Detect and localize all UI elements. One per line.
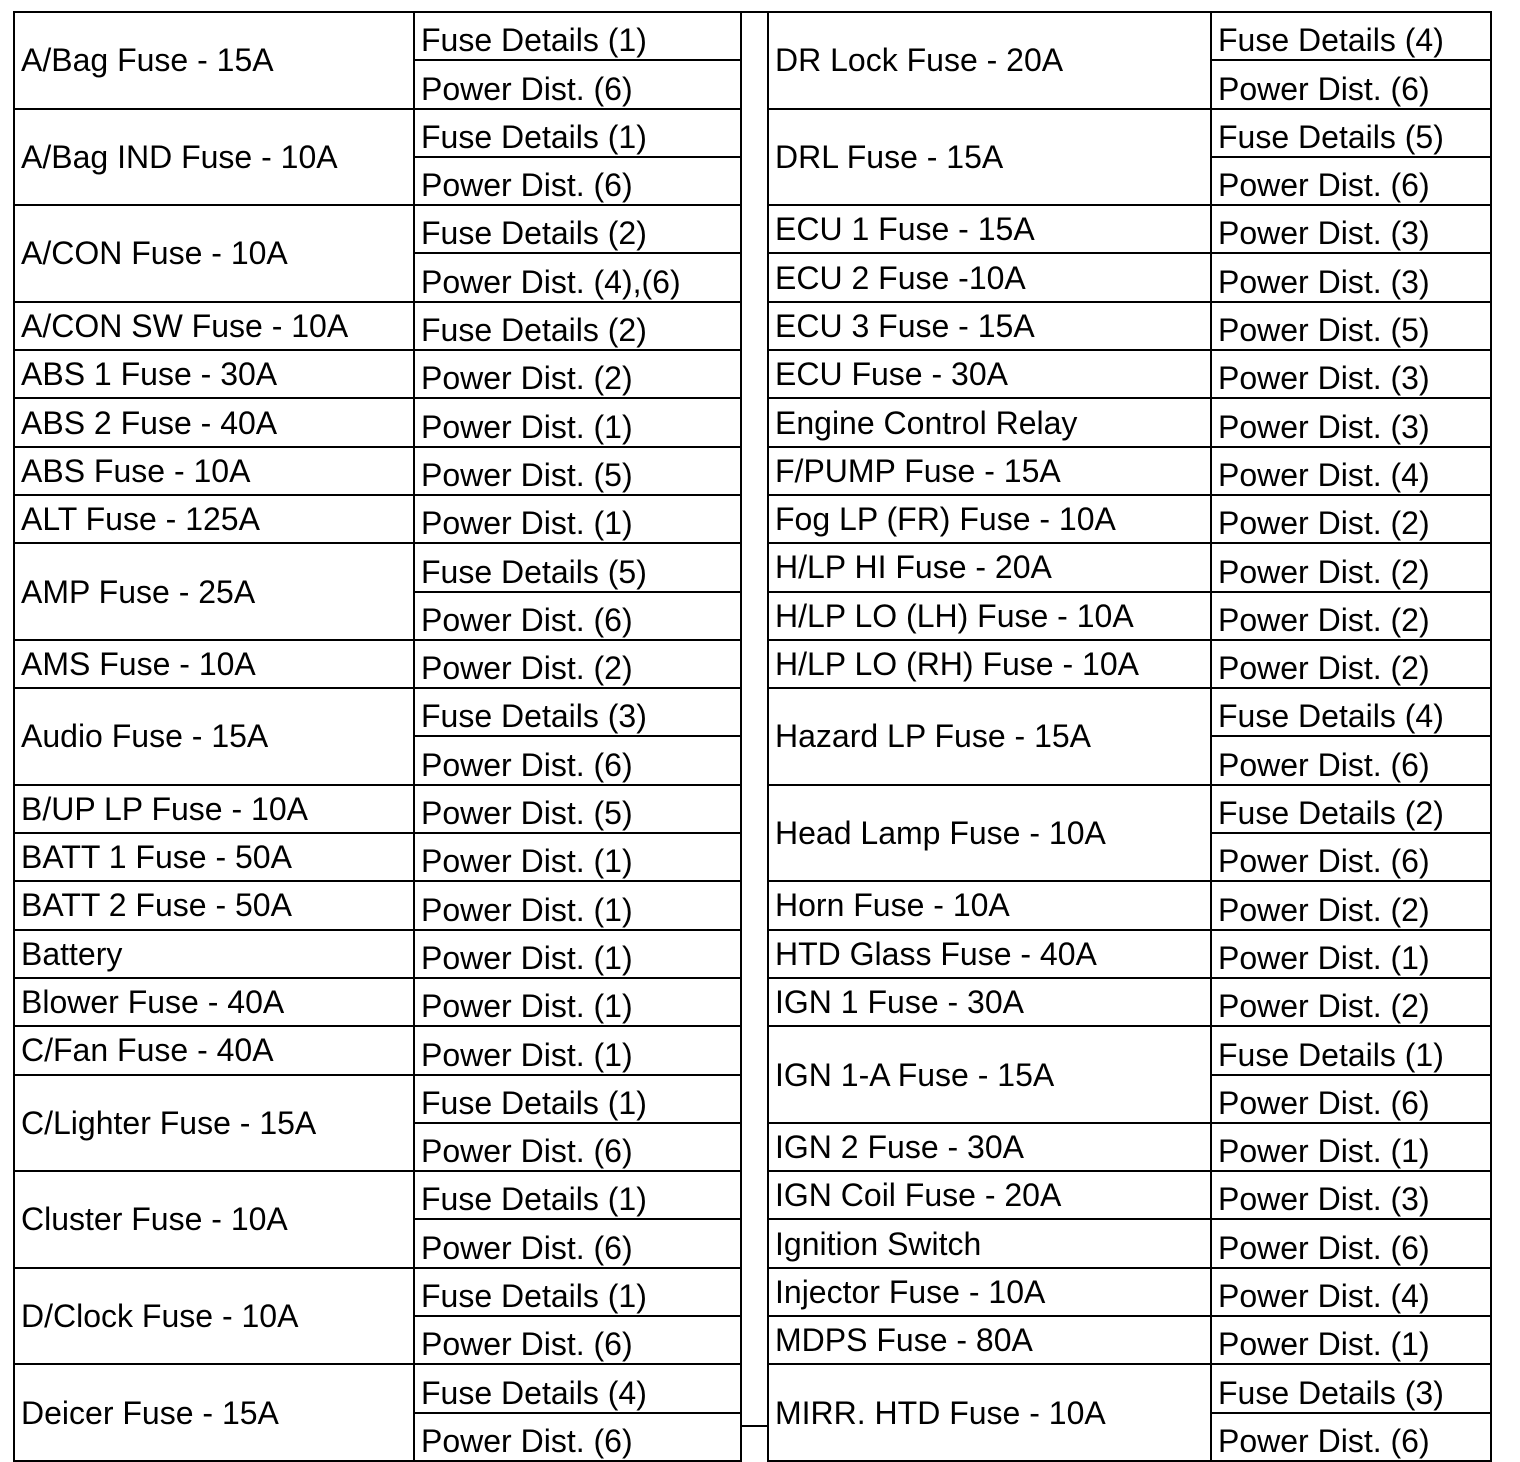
fuse-reference-cell: Power Dist. (3) bbox=[1211, 1171, 1491, 1219]
fuse-row bbox=[768, 1171, 1491, 1219]
fuse-reference-cell: Fuse Details (1) bbox=[414, 1171, 741, 1219]
fuse-name-cell: MDPS Fuse - 80A bbox=[768, 1316, 1211, 1364]
fuse-reference-cell: Power Dist. (5) bbox=[414, 447, 741, 495]
fuse-reference-cell: Power Dist. (5) bbox=[1211, 302, 1491, 350]
fuse-row bbox=[768, 1316, 1491, 1364]
fuse-row bbox=[14, 1026, 741, 1074]
fuse-name-cell: ABS 2 Fuse - 40A bbox=[14, 398, 414, 446]
fuse-row bbox=[768, 398, 1491, 446]
fuse-row bbox=[14, 785, 741, 833]
fuse-reference-cell: Power Dist. (6) bbox=[414, 1316, 741, 1364]
fuse-reference-cell: Power Dist. (1) bbox=[414, 881, 741, 929]
fuse-row bbox=[14, 1268, 741, 1316]
fuse-reference-cell: Fuse Details (1) bbox=[414, 109, 741, 157]
fuse-row bbox=[14, 109, 741, 157]
fuse-reference-cell: Power Dist. (2) bbox=[1211, 592, 1491, 640]
fuse-reference-cell: Power Dist. (6) bbox=[1211, 157, 1491, 205]
fuse-row bbox=[768, 640, 1491, 688]
fuse-name-cell: BATT 2 Fuse - 50A bbox=[14, 881, 414, 929]
fuse-reference-cell: Power Dist. (1) bbox=[414, 930, 741, 978]
fuse-row bbox=[14, 978, 741, 1026]
fuse-reference-cell: Power Dist. (1) bbox=[414, 495, 741, 543]
fuse-reference-cell: Power Dist. (6) bbox=[414, 1219, 741, 1267]
fuse-name-cell: HTD Glass Fuse - 40A bbox=[768, 930, 1211, 978]
fuse-name-cell: Cluster Fuse - 10A bbox=[14, 1171, 414, 1268]
fuse-row bbox=[768, 688, 1491, 736]
fuse-index-right-body bbox=[768, 12, 1491, 1461]
fuse-row bbox=[14, 930, 741, 978]
fuse-row bbox=[14, 881, 741, 929]
fuse-row bbox=[768, 302, 1491, 350]
fuse-name-cell: ECU Fuse - 30A bbox=[768, 350, 1211, 398]
fuse-reference-cell: Power Dist. (2) bbox=[1211, 495, 1491, 543]
fuse-reference-cell: Power Dist. (6) bbox=[1211, 1219, 1491, 1267]
fuse-reference-cell: Power Dist. (6) bbox=[414, 1123, 741, 1171]
fuse-name-cell: C/Lighter Fuse - 15A bbox=[14, 1075, 414, 1172]
fuse-row bbox=[768, 447, 1491, 495]
fuse-name-cell: A/CON Fuse - 10A bbox=[14, 205, 414, 302]
fuse-name-cell: Blower Fuse - 40A bbox=[14, 978, 414, 1026]
fuse-name-cell: ABS 1 Fuse - 30A bbox=[14, 350, 414, 398]
fuse-reference-cell: Power Dist. (6) bbox=[414, 592, 741, 640]
fuse-row bbox=[768, 1123, 1491, 1171]
fuse-row bbox=[768, 1026, 1491, 1074]
fuse-reference-cell: Power Dist. (3) bbox=[1211, 205, 1491, 253]
fuse-reference-cell: Power Dist. (3) bbox=[1211, 398, 1491, 446]
fuse-row bbox=[768, 205, 1491, 253]
fuse-reference-cell: Power Dist. (1) bbox=[414, 833, 741, 881]
fuse-name-cell: F/PUMP Fuse - 15A bbox=[768, 447, 1211, 495]
fuse-name-cell: B/UP LP Fuse - 10A bbox=[14, 785, 414, 833]
fuse-name-cell: Ignition Switch bbox=[768, 1219, 1211, 1267]
fuse-row bbox=[14, 688, 741, 736]
fuse-reference-cell: Power Dist. (1) bbox=[414, 1026, 741, 1074]
fuse-row bbox=[768, 12, 1491, 60]
fuse-row bbox=[768, 1268, 1491, 1316]
fuse-reference-cell: Power Dist. (1) bbox=[1211, 930, 1491, 978]
fuse-name-cell: H/LP HI Fuse - 20A bbox=[768, 543, 1211, 591]
fuse-row bbox=[768, 495, 1491, 543]
fuse-reference-cell: Fuse Details (1) bbox=[1211, 1026, 1491, 1074]
fuse-reference-cell: Power Dist. (6) bbox=[414, 1413, 741, 1461]
fuse-row bbox=[14, 302, 741, 350]
fuse-reference-cell: Fuse Details (3) bbox=[1211, 1364, 1491, 1412]
fuse-name-cell: AMS Fuse - 10A bbox=[14, 640, 414, 688]
fuse-row bbox=[768, 253, 1491, 301]
fuse-name-cell: Head Lamp Fuse - 10A bbox=[768, 785, 1211, 882]
fuse-row bbox=[14, 350, 741, 398]
fuse-reference-cell: Power Dist. (2) bbox=[1211, 881, 1491, 929]
fuse-name-cell: H/LP LO (RH) Fuse - 10A bbox=[768, 640, 1211, 688]
fuse-name-cell: Fog LP (FR) Fuse - 10A bbox=[768, 495, 1211, 543]
fuse-name-cell: C/Fan Fuse - 40A bbox=[14, 1026, 414, 1074]
fuse-row bbox=[14, 1364, 741, 1412]
fuse-reference-cell: Fuse Details (3) bbox=[414, 688, 741, 736]
fuse-reference-cell: Power Dist. (4),(6) bbox=[414, 253, 741, 301]
fuse-reference-cell: Power Dist. (2) bbox=[1211, 543, 1491, 591]
fuse-reference-cell: Power Dist. (1) bbox=[414, 978, 741, 1026]
fuse-reference-cell: Power Dist. (6) bbox=[1211, 1413, 1491, 1461]
fuse-reference-cell: Power Dist. (2) bbox=[1211, 978, 1491, 1026]
fuse-row bbox=[14, 447, 741, 495]
fuse-reference-cell: Fuse Details (2) bbox=[1211, 785, 1491, 833]
fuse-row bbox=[768, 978, 1491, 1026]
fuse-reference-cell: Power Dist. (4) bbox=[1211, 447, 1491, 495]
fuse-name-cell: A/Bag IND Fuse - 10A bbox=[14, 109, 414, 206]
fuse-reference-cell: Fuse Details (5) bbox=[414, 543, 741, 591]
fuse-row bbox=[768, 881, 1491, 929]
fuse-name-cell: ECU 2 Fuse -10A bbox=[768, 253, 1211, 301]
fuse-row bbox=[14, 1171, 741, 1219]
fuse-index-table-right bbox=[767, 11, 1492, 1462]
fuse-reference-cell: Power Dist. (1) bbox=[1211, 1123, 1491, 1171]
fuse-reference-cell: Fuse Details (4) bbox=[414, 1364, 741, 1412]
column-divider bbox=[740, 11, 767, 1427]
fuse-row bbox=[768, 1364, 1491, 1412]
fuse-name-cell: IGN 1-A Fuse - 15A bbox=[768, 1026, 1211, 1123]
fuse-index-left-body bbox=[14, 12, 741, 1461]
fuse-reference-cell: Power Dist. (4) bbox=[1211, 1268, 1491, 1316]
fuse-name-cell: Horn Fuse - 10A bbox=[768, 881, 1211, 929]
fuse-reference-cell: Fuse Details (2) bbox=[414, 205, 741, 253]
fuse-name-cell: MIRR. HTD Fuse - 10A bbox=[768, 1364, 1211, 1461]
fuse-row bbox=[14, 398, 741, 446]
fuse-reference-cell: Fuse Details (4) bbox=[1211, 12, 1491, 60]
fuse-reference-cell: Power Dist. (1) bbox=[414, 398, 741, 446]
fuse-name-cell: Deicer Fuse - 15A bbox=[14, 1364, 414, 1461]
fuse-row bbox=[14, 1075, 741, 1123]
fuse-row bbox=[768, 930, 1491, 978]
fuse-name-cell: BATT 1 Fuse - 50A bbox=[14, 833, 414, 881]
fuse-row bbox=[768, 109, 1491, 157]
fuse-row bbox=[768, 350, 1491, 398]
fuse-reference-cell: Fuse Details (1) bbox=[414, 1268, 741, 1316]
fuse-row bbox=[14, 640, 741, 688]
fuse-row bbox=[14, 205, 741, 253]
fuse-reference-cell: Power Dist. (6) bbox=[414, 60, 741, 108]
fuse-name-cell: ECU 3 Fuse - 15A bbox=[768, 302, 1211, 350]
fuse-name-cell: DRL Fuse - 15A bbox=[768, 109, 1211, 206]
fuse-row bbox=[14, 833, 741, 881]
fuse-reference-cell: Fuse Details (5) bbox=[1211, 109, 1491, 157]
fuse-row bbox=[768, 785, 1491, 833]
fuse-index-table-left bbox=[13, 11, 742, 1462]
fuse-name-cell: AMP Fuse - 25A bbox=[14, 543, 414, 640]
fuse-reference-cell: Power Dist. (6) bbox=[414, 736, 741, 784]
fuse-row bbox=[14, 495, 741, 543]
fuse-reference-cell: Fuse Details (2) bbox=[414, 302, 741, 350]
fuse-row bbox=[14, 12, 741, 60]
fuse-name-cell: IGN Coil Fuse - 20A bbox=[768, 1171, 1211, 1219]
fuse-reference-cell: Power Dist. (2) bbox=[1211, 640, 1491, 688]
fuse-name-cell: DR Lock Fuse - 20A bbox=[768, 12, 1211, 109]
fuse-reference-cell: Power Dist. (6) bbox=[1211, 833, 1491, 881]
fuse-name-cell: Audio Fuse - 15A bbox=[14, 688, 414, 785]
fuse-reference-cell: Power Dist. (5) bbox=[414, 785, 741, 833]
fuse-reference-cell: Power Dist. (2) bbox=[414, 640, 741, 688]
fuse-name-cell: ALT Fuse - 125A bbox=[14, 495, 414, 543]
fuse-name-cell: D/Clock Fuse - 10A bbox=[14, 1268, 414, 1365]
fuse-name-cell: IGN 1 Fuse - 30A bbox=[768, 978, 1211, 1026]
fuse-reference-cell: Power Dist. (6) bbox=[1211, 1075, 1491, 1123]
fuse-name-cell: H/LP LO (LH) Fuse - 10A bbox=[768, 592, 1211, 640]
fuse-reference-cell: Power Dist. (3) bbox=[1211, 350, 1491, 398]
fuse-reference-cell: Power Dist. (6) bbox=[1211, 736, 1491, 784]
fuse-name-cell: A/CON SW Fuse - 10A bbox=[14, 302, 414, 350]
fuse-reference-cell: Power Dist. (3) bbox=[1211, 253, 1491, 301]
fuse-name-cell: Battery bbox=[14, 930, 414, 978]
fuse-name-cell: Engine Control Relay bbox=[768, 398, 1211, 446]
fuse-name-cell: A/Bag Fuse - 15A bbox=[14, 12, 414, 109]
fuse-name-cell: ECU 1 Fuse - 15A bbox=[768, 205, 1211, 253]
fuse-reference-cell: Power Dist. (1) bbox=[1211, 1316, 1491, 1364]
fuse-reference-cell: Fuse Details (1) bbox=[414, 12, 741, 60]
fuse-name-cell: Injector Fuse - 10A bbox=[768, 1268, 1211, 1316]
fuse-row bbox=[768, 1219, 1491, 1267]
fuse-reference-cell: Power Dist. (6) bbox=[1211, 60, 1491, 108]
fuse-row bbox=[14, 543, 741, 591]
fuse-row bbox=[768, 592, 1491, 640]
fuse-reference-cell: Power Dist. (6) bbox=[414, 157, 741, 205]
fuse-reference-cell: Fuse Details (4) bbox=[1211, 688, 1491, 736]
fuse-row bbox=[768, 543, 1491, 591]
fuse-reference-cell: Power Dist. (2) bbox=[414, 350, 741, 398]
fuse-name-cell: Hazard LP Fuse - 15A bbox=[768, 688, 1211, 785]
fuse-name-cell: ABS Fuse - 10A bbox=[14, 447, 414, 495]
fuse-reference-cell: Fuse Details (1) bbox=[414, 1075, 741, 1123]
fuse-name-cell: IGN 2 Fuse - 30A bbox=[768, 1123, 1211, 1171]
